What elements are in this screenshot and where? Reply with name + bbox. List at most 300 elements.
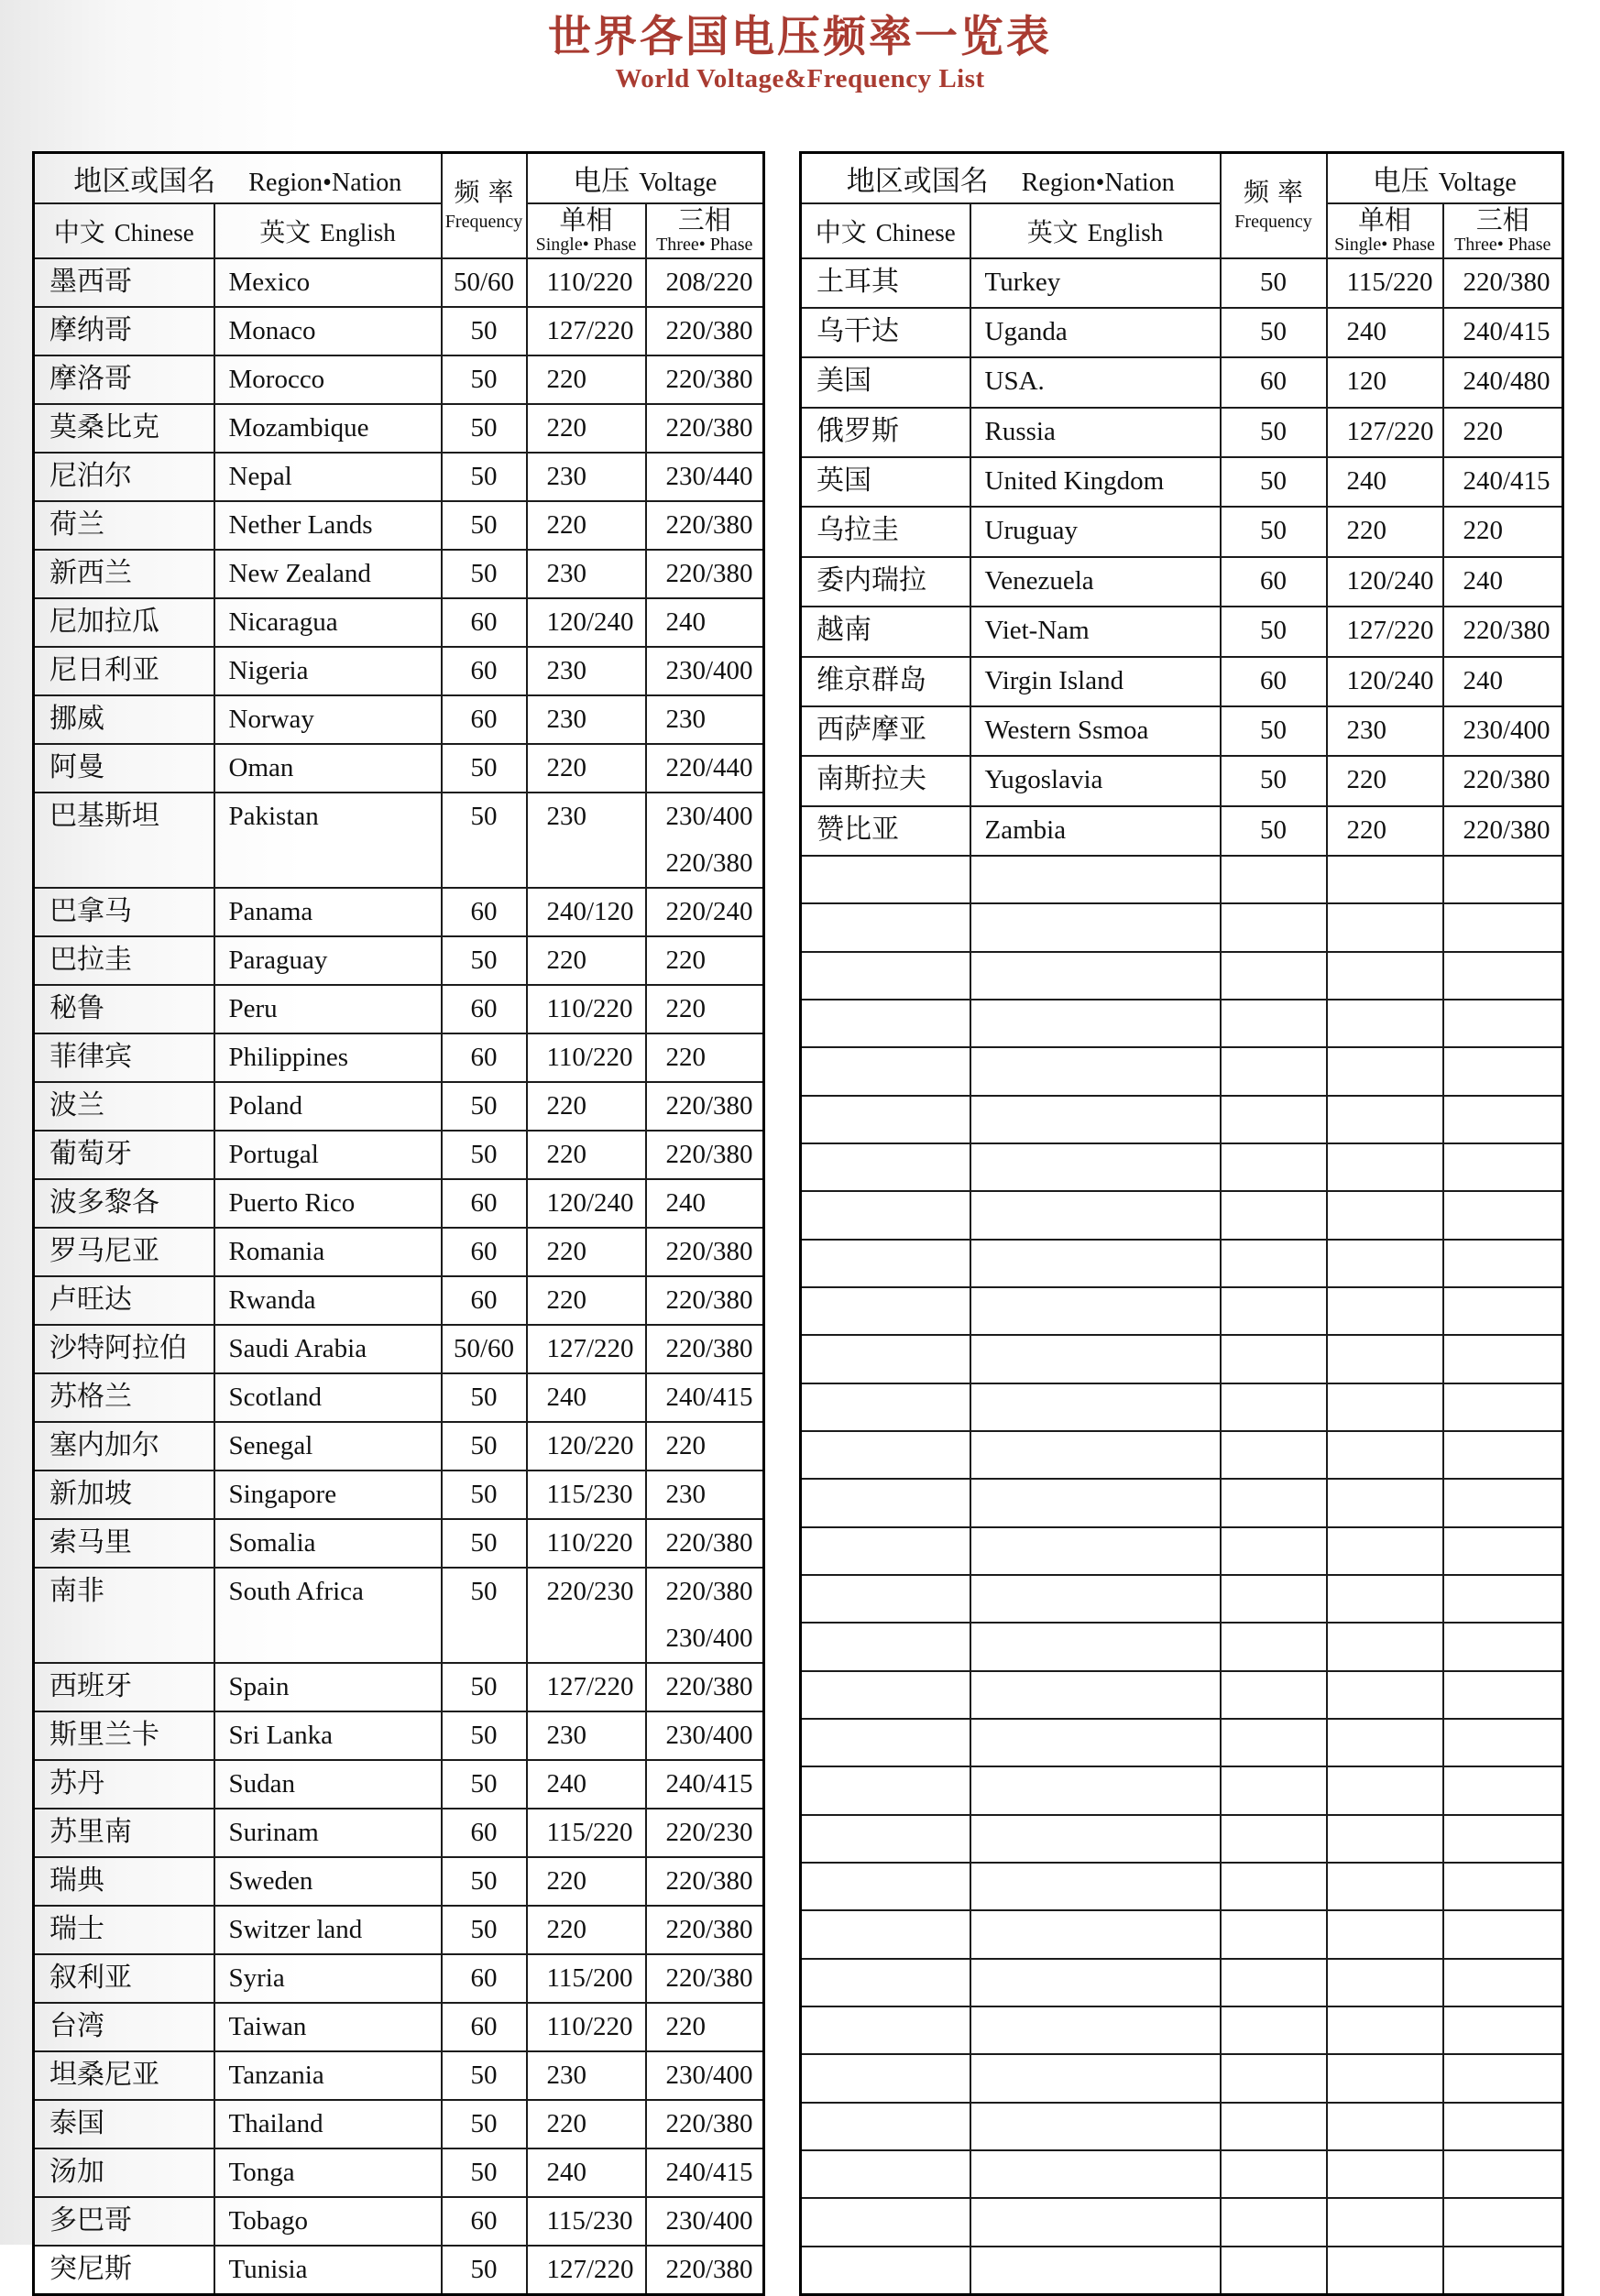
row-frequency: 50 [442,744,527,793]
empty-cell [970,2247,1221,2294]
table-row-empty [801,1766,1563,1814]
empty-cell [801,1287,970,1335]
three-phase-value: 220 [665,1042,706,1072]
header-single-phase-en: Single• Phase [535,234,637,255]
row-frequency: 50 [1221,706,1327,756]
page-title-english: World Voltage&Frequency List [615,63,985,93]
empty-cell [1327,1719,1443,1766]
table-row-empty [801,1671,1563,1719]
empty-cell [1327,2054,1443,2102]
empty-cell [970,1623,1221,1670]
header-english-en: English [1087,218,1164,246]
row-chinese-name: 乌拉圭 [801,507,970,556]
row-frequency: 50 [1221,408,1327,457]
table-row [801,806,1563,856]
row-single-phase: 220 [527,1082,646,1131]
row-single-phase: 115/230 [527,2197,646,2246]
table-row [34,2051,764,2100]
table-row [34,598,764,647]
empty-cell [1221,2006,1327,2054]
empty-cell [1327,2103,1443,2150]
voltage-table-left [32,151,765,2296]
empty-cell [970,1479,1221,1526]
row-frequency: 50 [1221,258,1327,308]
empty-cell [1327,2150,1443,2198]
row-frequency: 60 [442,1954,527,2003]
header-region-nation [34,153,442,203]
row-english-name: Tonga [214,2148,442,2197]
row-frequency: 50 [442,1373,527,1422]
table-row [34,1809,764,1857]
empty-cell [1327,1959,1443,2006]
row-english-name: Nether Lands [214,501,442,550]
empty-cell [801,1815,970,1863]
row-chinese-name: 荷兰 [34,501,214,550]
row-frequency: 60 [442,647,527,695]
row-chinese-name: 挪威 [34,695,214,744]
row-three-phase [646,404,764,453]
row-frequency: 50 [1221,457,1327,507]
empty-cell [1443,2103,1563,2150]
header-frequency-en: Frequency [1234,211,1312,232]
row-chinese-name: 南非 [34,1568,214,1663]
empty-cell [1221,1143,1327,1191]
empty-cell [1327,903,1443,951]
table-row [34,258,764,307]
table-row-empty [801,2054,1563,2102]
row-english-name: Romania [214,1228,442,1276]
header-english-en: English [320,218,396,246]
three-phase-value: 220/380 [665,1671,753,1701]
row-chinese-name: 英国 [801,457,970,507]
table-row [34,1954,764,2003]
row-frequency: 60 [442,1179,527,1228]
table-row [34,453,764,501]
three-phase-value: 220/380 [1463,815,1551,845]
row-single-phase: 220 [527,355,646,404]
row-three-phase [646,1711,764,1760]
row-frequency: 50 [442,1663,527,1711]
empty-cell [1221,1191,1327,1239]
row-english-name: Uganda [970,308,1221,357]
empty-cell [970,1910,1221,1958]
header-chinese [34,203,214,258]
empty-cell [1327,1191,1443,1239]
table-row [801,457,1563,507]
table-row [34,1082,764,1131]
row-three-phase [646,307,764,355]
table-row [34,1471,764,1519]
header-frequency-en: Frequency [444,211,523,232]
row-english-name: United Kingdom [970,457,1221,507]
row-chinese-name: 新西兰 [34,550,214,598]
row-english-name: Switzer land [214,1906,442,1954]
header-english [970,203,1221,258]
table-row [34,2003,764,2051]
row-frequency: 50 [442,1082,527,1131]
empty-cell [801,1766,970,1814]
row-frequency: 50 [442,355,527,404]
empty-cell [1221,1335,1327,1383]
table-row-empty [801,1335,1563,1383]
table-row [34,1711,764,1760]
row-single-phase: 220 [527,501,646,550]
row-english-name: Zambia [970,806,1221,856]
row-three-phase [646,453,764,501]
row-frequency: 50/60 [442,1325,527,1373]
table-row-empty [801,2150,1563,2198]
row-chinese-name: 波多黎各 [34,1179,214,1228]
empty-cell [801,2150,970,2198]
row-chinese-name: 越南 [801,607,970,656]
row-chinese-name: 波兰 [34,1082,214,1131]
table-row-empty [801,1191,1563,1239]
three-phase-value: 220/240 [665,896,753,926]
empty-cell [1443,1096,1563,1143]
voltage-table-right [799,151,1564,2296]
empty-cell [970,2150,1221,2198]
three-phase-value: 220/380 [665,509,753,540]
header-english-zh: 英文 [1026,218,1079,247]
header-english-zh: 英文 [259,218,312,247]
row-single-phase: 110/220 [527,1033,646,1082]
table-row [34,1131,764,1179]
row-chinese-name: 俄罗斯 [801,408,970,457]
row-chinese-name: 塞内加尔 [34,1422,214,1471]
table-body-right [801,258,1563,2295]
row-single-phase: 220 [527,1857,646,1906]
empty-cell [970,1671,1221,1719]
table-body-left [34,258,764,2295]
row-three-phase [646,2051,764,2100]
table-row [34,985,764,1033]
row-single-phase: 240 [527,1760,646,1809]
row-frequency: 50 [442,501,527,550]
three-phase-value: 220/380 [665,1527,753,1558]
empty-cell [1443,1479,1563,1526]
row-single-phase: 220 [527,1228,646,1276]
row-single-phase: 110/220 [527,2003,646,2051]
three-phase-value: 230/400 [665,1623,753,1653]
table-row [801,408,1563,457]
header-voltage [1327,153,1563,203]
row-three-phase [1443,706,1563,756]
empty-cell [1221,2247,1327,2294]
row-frequency: 50 [442,2246,527,2295]
empty-cell [1221,2198,1327,2246]
header-three-phase [646,203,764,258]
row-chinese-name: 莫桑比克 [34,404,214,453]
table-row [34,1228,764,1276]
row-english-name: Russia [970,408,1221,457]
table-row [34,1422,764,1471]
header-chinese [801,203,970,258]
empty-cell [1327,1575,1443,1623]
empty-cell [1221,1479,1327,1526]
row-english-name: Rwanda [214,1276,442,1325]
empty-cell [801,2247,970,2294]
row-chinese-name: 摩洛哥 [34,355,214,404]
empty-cell [970,1575,1221,1623]
empty-cell [1443,1240,1563,1287]
row-single-phase: 240 [527,1373,646,1422]
empty-cell [970,1000,1221,1047]
row-frequency: 50/60 [442,258,527,307]
empty-cell [1221,1766,1327,1814]
row-frequency: 50 [1221,507,1327,556]
row-three-phase [646,2197,764,2246]
empty-cell [970,1863,1221,1910]
row-three-phase [646,1422,764,1471]
row-chinese-name: 西萨摩亚 [801,706,970,756]
table-row [34,1568,764,1663]
empty-cell [1221,1719,1327,1766]
row-three-phase [646,2100,764,2148]
empty-cell [1443,1623,1563,1670]
three-phase-value: 230/400 [665,655,753,685]
row-frequency: 50 [442,404,527,453]
row-english-name: Peru [214,985,442,1033]
row-chinese-name: 瑞士 [34,1906,214,1954]
header-single-phase [1327,203,1443,258]
table-row-empty [801,1431,1563,1479]
row-frequency: 50 [442,1568,527,1663]
row-three-phase [646,744,764,793]
three-phase-value: 220/380 [665,1333,753,1363]
row-frequency: 60 [442,1033,527,1082]
table-row-empty [801,1959,1563,2006]
table-row-empty [801,952,1563,1000]
three-phase-value: 230/400 [665,1720,753,1750]
empty-cell [1443,2054,1563,2102]
empty-cell [970,903,1221,951]
row-chinese-name: 秘鲁 [34,985,214,1033]
row-chinese-name: 委内瑞拉 [801,557,970,607]
row-single-phase: 230 [527,453,646,501]
row-frequency: 60 [442,985,527,1033]
empty-cell [801,1335,970,1383]
table-row [34,1179,764,1228]
header-chinese-en: Chinese [114,218,194,246]
row-frequency: 50 [442,936,527,985]
empty-cell [1221,1671,1327,1719]
row-single-phase: 230 [527,793,646,888]
row-three-phase [1443,258,1563,308]
empty-cell [801,1047,970,1095]
empty-cell [801,1143,970,1191]
three-phase-value: 220 [665,945,706,975]
row-chinese-name: 墨西哥 [34,258,214,307]
row-chinese-name: 南斯拉夫 [801,756,970,805]
three-phase-value: 220/440 [665,752,753,782]
row-frequency: 50 [442,1471,527,1519]
empty-cell [1327,2198,1443,2246]
table-row-empty [801,1287,1563,1335]
table-row [34,793,764,888]
row-single-phase: 110/220 [527,1519,646,1568]
row-three-phase [1443,308,1563,357]
empty-cell [970,952,1221,1000]
row-single-phase: 115/220 [1327,258,1443,308]
empty-cell [1327,1766,1443,1814]
row-single-phase: 110/220 [527,985,646,1033]
table-row [34,550,764,598]
empty-cell [801,903,970,951]
empty-cell [1443,1719,1563,1766]
row-chinese-name: 巴基斯坦 [34,793,214,888]
three-phase-value: 230 [665,704,706,734]
three-phase-value: 240/415 [665,2157,753,2187]
row-chinese-name: 多巴哥 [34,2197,214,2246]
header-chinese-zh: 中文 [53,218,105,247]
row-english-name: Portugal [214,1131,442,1179]
empty-cell [1327,1143,1443,1191]
empty-cell [1327,856,1443,903]
row-english-name: Philippines [214,1033,442,1082]
three-phase-value: 208/220 [665,267,753,297]
empty-cell [801,2103,970,2150]
header-english [214,203,442,258]
table-row-empty [801,856,1563,903]
three-phase-value: 220/230 [665,1817,753,1847]
row-three-phase [646,888,764,936]
row-single-phase: 115/230 [527,1471,646,1519]
three-phase-value: 220/380 [665,2254,753,2284]
empty-cell [801,1000,970,1047]
empty-cell [1221,856,1327,903]
empty-cell [1327,2006,1443,2054]
row-single-phase: 220 [1327,806,1443,856]
row-chinese-name: 罗马尼亚 [34,1228,214,1276]
row-single-phase: 230 [527,1711,646,1760]
row-frequency: 60 [1221,357,1327,407]
row-single-phase: 127/220 [1327,408,1443,457]
three-phase-value: 220/380 [665,1576,753,1606]
three-phase-value: 220 [665,2011,706,2041]
three-phase-value: 240 [1463,665,1503,695]
row-english-name: Norway [214,695,442,744]
empty-cell [801,1863,970,1910]
row-single-phase: 220 [527,2100,646,2148]
three-phase-value: 220 [665,993,706,1023]
row-single-phase: 220 [527,744,646,793]
row-chinese-name: 泰国 [34,2100,214,2148]
three-phase-value: 220/380 [1463,765,1551,795]
row-three-phase [1443,507,1563,556]
header-voltage-en: Voltage [1438,168,1517,197]
row-three-phase [646,2003,764,2051]
row-single-phase: 120/240 [527,1179,646,1228]
row-three-phase [646,1906,764,1954]
three-phase-value: 220/380 [665,315,753,345]
row-english-name: Turkey [970,258,1221,308]
row-frequency: 50 [442,1760,527,1809]
table-row [801,607,1563,656]
empty-cell [1327,1335,1443,1383]
row-three-phase [646,1663,764,1711]
three-phase-value: 220/380 [665,1236,753,1266]
row-english-name: Saudi Arabia [214,1325,442,1373]
empty-cell [970,2198,1221,2246]
row-three-phase [646,1033,764,1082]
three-phase-value: 220/380 [665,364,753,394]
row-three-phase [1443,408,1563,457]
table-row [34,888,764,936]
row-chinese-name: 尼加拉瓜 [34,598,214,647]
empty-cell [1221,1383,1327,1431]
empty-cell [970,2103,1221,2150]
empty-cell [801,1096,970,1143]
row-three-phase [1443,457,1563,507]
row-three-phase [1443,557,1563,607]
row-three-phase [646,258,764,307]
empty-cell [1221,1096,1327,1143]
row-chinese-name: 瑞典 [34,1857,214,1906]
empty-cell [1327,1527,1443,1575]
row-three-phase [646,985,764,1033]
row-chinese-name: 巴拉圭 [34,936,214,985]
table-row [34,1276,764,1325]
row-english-name: Yugoslavia [970,756,1221,805]
empty-cell [1443,1431,1563,1479]
row-frequency: 50 [442,307,527,355]
table-row-empty [801,1000,1563,1047]
table-row-empty [801,1479,1563,1526]
table-row-empty [801,2103,1563,2150]
empty-cell [1221,1431,1327,1479]
table-header [34,153,764,258]
row-english-name: Tunisia [214,2246,442,2295]
row-single-phase: 240/120 [527,888,646,936]
empty-cell [1443,1383,1563,1431]
empty-cell [1443,952,1563,1000]
empty-cell [1443,1863,1563,1910]
empty-cell [1443,1671,1563,1719]
table-row [34,307,764,355]
empty-cell [970,1766,1221,1814]
table-row [34,1906,764,1954]
row-english-name: Mozambique [214,404,442,453]
row-english-name: Nepal [214,453,442,501]
empty-cell [801,1910,970,1958]
table-row-empty [801,2247,1563,2294]
empty-cell [1221,903,1327,951]
row-three-phase [646,1954,764,2003]
empty-cell [1443,1191,1563,1239]
row-chinese-name: 美国 [801,357,970,407]
row-frequency: 60 [442,1228,527,1276]
row-english-name: Paraguay [214,936,442,985]
row-single-phase: 230 [527,2051,646,2100]
row-frequency: 50 [442,1422,527,1471]
empty-cell [1443,2150,1563,2198]
voltage-tables-container [32,151,1564,2296]
row-three-phase [646,1809,764,1857]
empty-cell [970,1047,1221,1095]
table-row-empty [801,1096,1563,1143]
row-english-name: Mexico [214,258,442,307]
row-three-phase [646,598,764,647]
empty-cell [1221,2054,1327,2102]
header-frequency [442,153,527,258]
title-block [0,0,1600,94]
empty-cell [1443,2198,1563,2246]
empty-cell [1327,1863,1443,1910]
row-english-name: Tanzania [214,2051,442,2100]
empty-cell [970,1383,1221,1431]
three-phase-value: 240/415 [1463,466,1551,496]
empty-cell [801,1575,970,1623]
